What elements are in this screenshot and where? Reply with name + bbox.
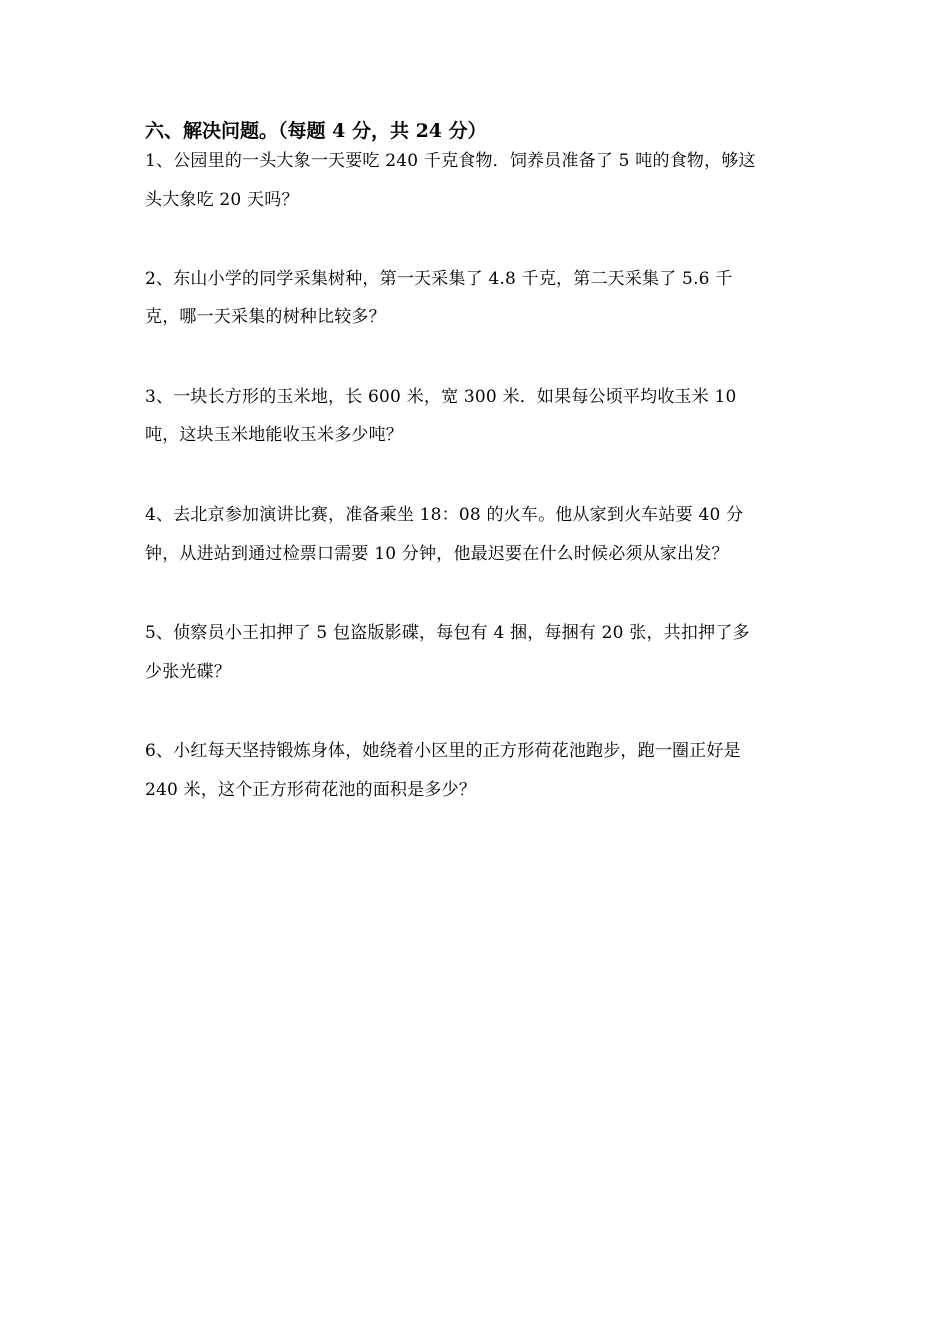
- question-2-line-2: 克，哪一天采集的树种比较多？: [145, 307, 386, 327]
- question-6-line-1: 6、小红每天坚持锻炼身体，她绕着小区里的正方形荷花池跑步，跑一圈正好是: [145, 741, 741, 761]
- question-3-line-2: 吨，这块玉米地能收玉米多少吨？: [145, 425, 403, 445]
- question-2-line-1: 2、东山小学的同学采集树种，第一天采集了 4.8 千克，第二天采集了 5.6 千: [145, 269, 733, 289]
- question-1-line-2: 头大象吃 20 天吗？: [145, 190, 299, 210]
- question-1-line-1: 1、公园里的一头大象一天要吃 240 千克食物．饲养员准备了 5 吨的食物，够这: [145, 151, 756, 171]
- question-3-line-1: 3、一块长方形的玉米地，长 600 米，宽 300 米．如果每公顷平均收玉米 10: [145, 387, 737, 407]
- question-6-line-2: 240 米，这个正方形荷花池的面积是多少？: [145, 780, 477, 800]
- question-4-line-1: 4、去北京参加演讲比赛，准备乘坐 18：08 的火车。他从家到火车站要 40 分: [145, 505, 744, 525]
- question-4-line-2: 钟，从进站到通过检票口需要 10 分钟，他最迟要在什么时候必须从家出发？: [145, 544, 729, 564]
- question-5-line-2: 少张光碟？: [145, 662, 231, 682]
- section-title: 六、解决问题。（每题 4 分，共 24 分）: [145, 120, 487, 142]
- question-5-line-1: 5、侦察员小王扣押了 5 包盗版影碟，每包有 4 捆，每捆有 20 张，共扣押了多: [145, 623, 750, 643]
